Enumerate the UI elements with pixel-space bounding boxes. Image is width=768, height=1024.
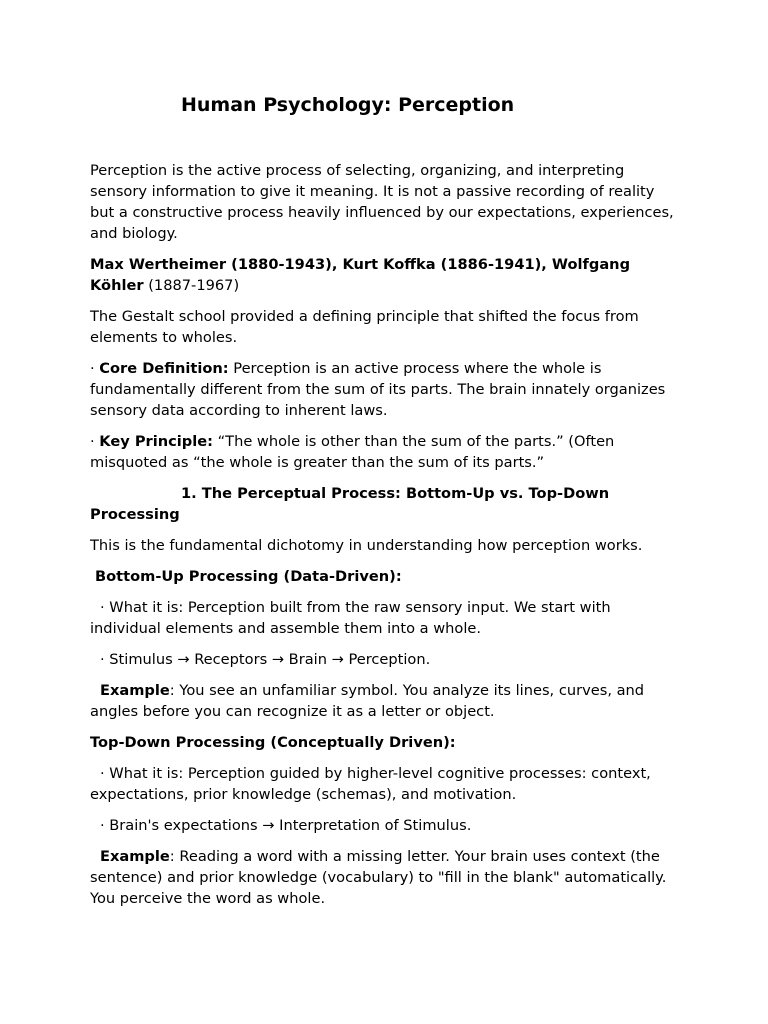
gestalt-authors-names: Max Wertheimer (1880-1943), Kurt Koffka (1886-1941), Wolfgang Köhler xyxy=(90,256,631,294)
key-principle-item xyxy=(90,431,680,473)
document-body xyxy=(90,160,680,919)
bottom-up-example-label: Example xyxy=(100,682,170,699)
key-principle-label: Key Principle: xyxy=(99,433,213,450)
bottom-up-heading-text: Bottom-Up Processing (Data-Driven): xyxy=(95,568,402,585)
key-principle-text: “The whole is other than the sum of the parts.” (Often misquoted as “the whole is greater than the sum of its parts.” xyxy=(90,433,615,471)
bullet-marker: · xyxy=(90,360,100,377)
section1-heading: 1. The Perceptual Process: Bottom-Up vs. Top-Down Processing xyxy=(90,485,610,523)
gestalt-intro-paragraph: The Gestalt school provided a defining principle that shifted the focus from elements to wholes. xyxy=(90,308,639,346)
intro-paragraph: Perception is the active process of selecting, organizing, and interpreting sensory information to give it meaning. It is not a passive recording of reality but a constructive process heavily influenced by our expectations, experiences, and biology. xyxy=(90,162,674,242)
gestalt-authors xyxy=(90,254,680,296)
bottom-up-example-text: : You see an unfamiliar symbol. You analyze its lines, curves, and angles before you can recognize it as a letter or object. xyxy=(90,682,645,720)
top-down-what-item: · What it is: Perception guided by higher-level cognitive processes: context, expectations, prior knowledge (schemas), and motivation. xyxy=(90,765,651,803)
bottom-up-what-item: · What it is: Perception built from the raw sensory input. We start with individual elements and assemble them into a whole. xyxy=(90,599,611,637)
bottom-up-example xyxy=(90,680,680,722)
core-definition-text: Perception is an active process where the whole is fundamentally different from the sum of its parts. The brain innately organizes sensory data according to inherent laws. xyxy=(90,360,666,419)
bottom-up-heading xyxy=(90,566,680,587)
gestalt-authors-dates: (1887-1967) xyxy=(143,277,240,294)
top-down-heading xyxy=(90,732,680,753)
bottom-up-flow-item: · Stimulus → Receptors → Brain → Perception. xyxy=(100,651,431,668)
page-title: Human Psychology: Perception xyxy=(181,94,515,116)
section1-intro: This is the fundamental dichotomy in understanding how perception works. xyxy=(90,537,643,554)
top-down-example-label: Example xyxy=(100,848,170,865)
top-down-flow-item: · Brain's expectations → Interpretation of Stimulus. xyxy=(100,817,472,834)
top-down-heading-text: Top-Down Processing (Conceptually Driven): xyxy=(90,734,456,751)
top-down-example xyxy=(90,846,680,909)
core-definition-label: Core Definition: xyxy=(99,360,229,377)
core-definition-item xyxy=(90,358,680,421)
bullet-marker: · xyxy=(90,433,100,450)
top-down-example-text: : Reading a word with a missing letter. Your brain uses context (the sentence) and prior knowledge (vocabulary) to "fill in the blank" automatically. You perceive the word as whole. xyxy=(90,848,667,907)
